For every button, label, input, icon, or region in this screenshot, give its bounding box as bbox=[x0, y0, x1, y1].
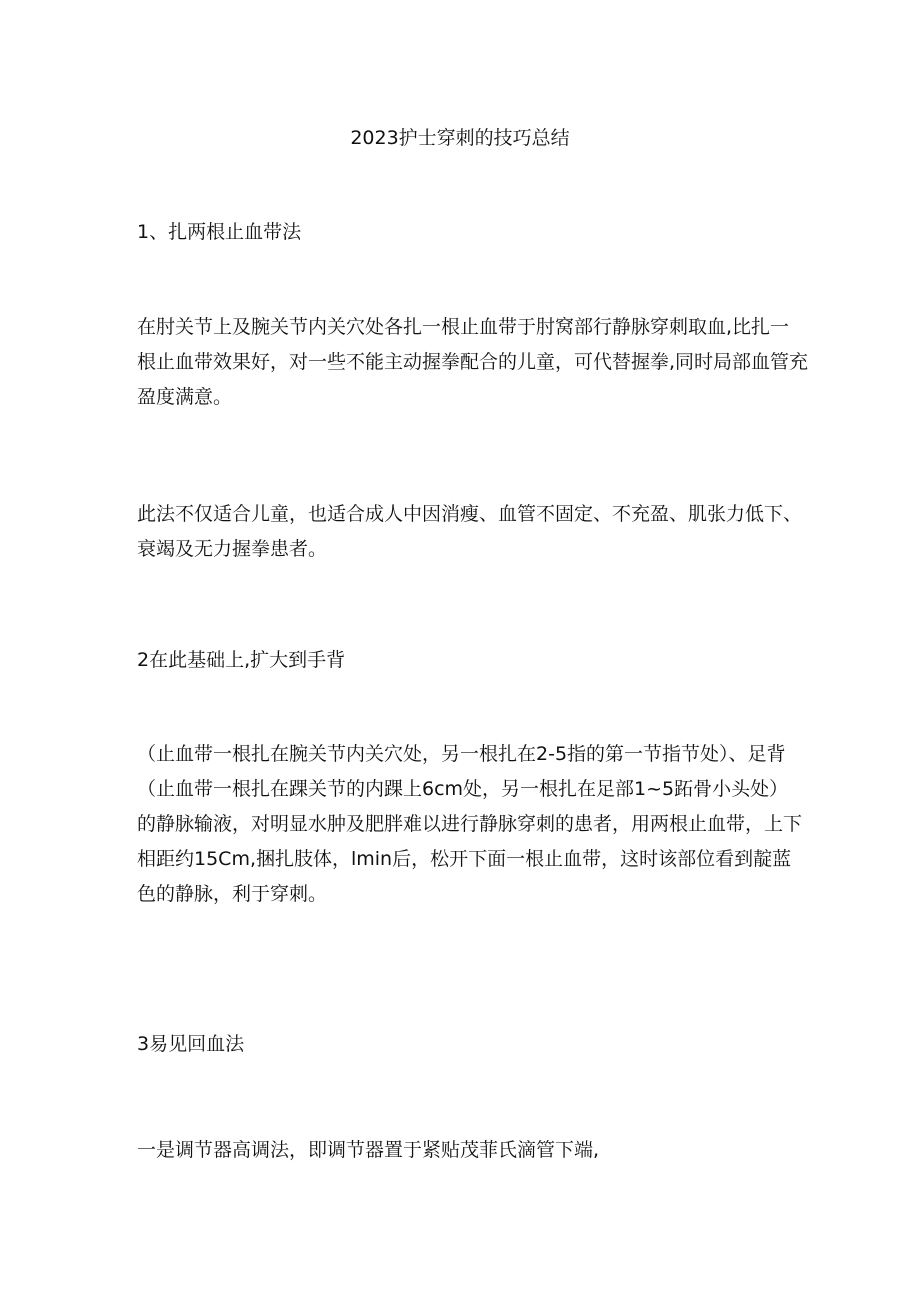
paragraph-line: （止血带一根扎在腕关节内关穴处，另一根扎在2-5指的第一节指节处）、足背 bbox=[137, 743, 786, 765]
paragraph-line: 衰竭及无力握拳患者。 bbox=[137, 538, 328, 560]
section-3-heading: 3易见回血法 bbox=[137, 1033, 245, 1055]
paragraph-line: 色的静脉，利于穿刺。 bbox=[137, 883, 328, 905]
paragraph-line: 一是调节器高调法，即调节器置于紧贴茂菲氏滴管下端, bbox=[137, 1139, 600, 1161]
document-title: 2023护士穿刺的技巧总结 bbox=[350, 127, 570, 149]
paragraph-line: 此法不仅适合儿童，也适合成人中因消瘦、血管不固定、不充盈、肌张力低下、 bbox=[137, 503, 803, 525]
paragraph-line: 的静脉输液，对明显水肿及肥胖难以进行静脉穿刺的患者，用两根止血带，上下 bbox=[137, 813, 803, 835]
section-1-paragraph-2 bbox=[137, 497, 809, 567]
section-2-paragraph-1 bbox=[137, 737, 809, 912]
paragraph-line: 在肘关节上及腕关节内关穴处各扎一根止血带于肘窝部行静脉穿刺取血,比扎一 bbox=[137, 316, 790, 338]
section-3-paragraph-1 bbox=[137, 1133, 809, 1168]
paragraph-line: （止血带一根扎在踝关节的内踝上6cm处，另一根扎在足部1~5跖骨小头处） bbox=[137, 778, 789, 800]
paragraph-line: 盈度满意。 bbox=[137, 386, 233, 408]
paragraph-line: 相距约15Cm,捆扎肢体，lmin后，松开下面一根止血带，这时该部位看到靛蓝 bbox=[137, 848, 792, 870]
section-2-heading: 2在此基础上,扩大到手背 bbox=[137, 649, 346, 671]
paragraph-line: 根止血带效果好，对一些不能主动握拳配合的儿童，可代替握拳,同时局部血管充 bbox=[137, 351, 809, 373]
section-1-paragraph-1 bbox=[137, 310, 809, 415]
section-1-heading: 1、扎两根止血带法 bbox=[137, 221, 302, 243]
